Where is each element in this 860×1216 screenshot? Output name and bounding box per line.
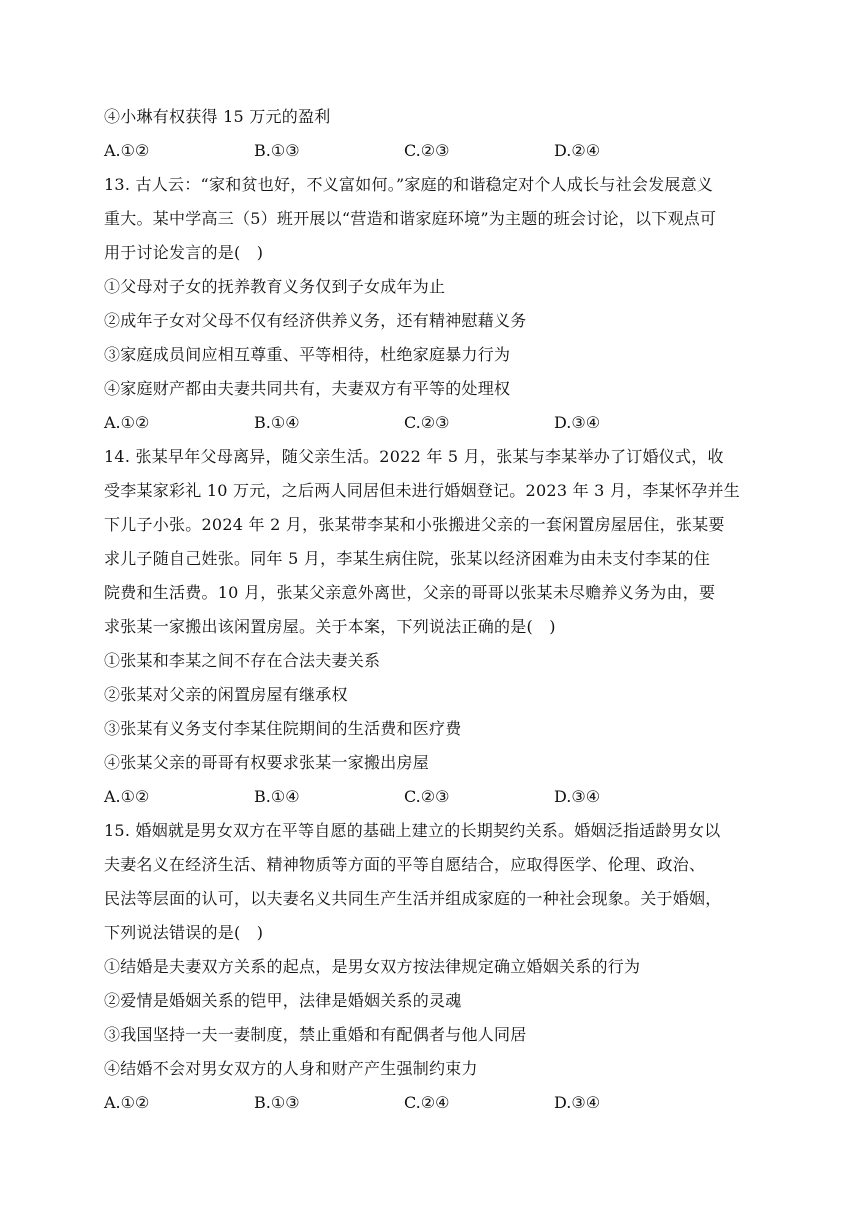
q15-option-c: C.②④	[404, 1093, 450, 1112]
q14-stem-line-4: 求儿子随自己姓张。同年 5 月，李某生病住院，张某以经济困难为由未支付李某的住	[104, 549, 711, 568]
q15-stem-line-4: 下列说法错误的是( )	[104, 923, 264, 942]
q13-item-4: ④家庭财产都由夫妻共同共有，夫妻双方有平等的处理权	[104, 379, 511, 398]
q15-option-d: D.③④	[554, 1093, 601, 1112]
q14-stem-line-3: 下儿子小张。2024 年 2 月，张某带李某和小张搬进父亲的一套闲置房屋居住，张某要	[104, 515, 725, 534]
q13-option-a: A.①②	[104, 413, 150, 432]
q14-stem-line-2: 受李某家彩礼 10 万元，之后两人同居但未进行婚姻登记。2023 年 3 月，李某怀孕并生	[104, 481, 740, 500]
q13-option-b: B.①④	[254, 413, 300, 432]
q15-item-4: ④结婚不会对男女双方的人身和财产产生强制约束力	[104, 1059, 478, 1078]
q14-item-4: ④张某父亲的哥哥有权要求张某一家搬出房屋	[104, 753, 430, 772]
q14-item-2: ②张某对父亲的闲置房屋有继承权	[104, 685, 348, 704]
q14-option-a: A.①②	[104, 787, 150, 806]
q15-item-1: ①结婚是夫妻双方关系的起点，是男女双方按法律规定确立婚姻关系的行为	[104, 957, 641, 976]
q13-item-1: ①父母对子女的抚养教育义务仅到子女成年为止	[104, 277, 446, 296]
page-content	[104, 100, 760, 1120]
q15-stem-line-2: 夫妻名义在经济生活、精神物质等方面的平等自愿结合，应取得医学、伦理、政治、	[104, 855, 706, 874]
q14-stem-line-1: 14. 张某早年父母离异，随父亲生活。2022 年 5 月，张某与李某举办了订婚仪式，收	[104, 447, 724, 466]
q15-stem-line-1: 15. 婚姻就是男女双方在平等自愿的基础上建立的长期契约关系。婚姻泛指适龄男女以	[104, 821, 721, 840]
q13-stem-line-3: 用于讨论发言的是( )	[104, 243, 264, 262]
q12-options	[104, 134, 760, 168]
q12-item-4: ④小琳有权获得 15 万元的盈利	[104, 107, 331, 126]
q14-item-1: ①张某和李某之间不存在合法夫妻关系	[104, 651, 381, 670]
q13-option-c: C.②③	[404, 413, 450, 432]
q14-stem-line-5: 院费和生活费。10 月，张某父亲意外离世，父亲的哥哥以张某未尽赡养义务为由，要	[104, 583, 716, 602]
q12-option-c: C.②③	[404, 141, 450, 160]
q13-option-d: D.③④	[554, 413, 601, 432]
q12-option-d: D.②④	[554, 141, 601, 160]
q13-item-2: ②成年子女对父母不仅有经济供养义务，还有精神慰藉义务	[104, 311, 527, 330]
q14-options	[104, 780, 760, 814]
q14-item-3: ③张某有义务支付李某住院期间的生活费和医疗费	[104, 719, 462, 738]
q15-stem-line-3: 民法等层面的认可，以夫妻名义共同生产生活并组成家庭的一种社会现象。关于婚姻，	[104, 889, 722, 908]
q14-option-c: C.②③	[404, 787, 450, 806]
q14-stem-line-6: 求张某一家搬出该闲置房屋。关于本案，下列说法正确的是( )	[104, 617, 556, 636]
q12-option-b: B.①③	[254, 141, 300, 160]
q15-option-a: A.①②	[104, 1093, 150, 1112]
q13-stem-line-1: 13. 古人云：“家和贫也好，不义富如何。”家庭的和谐稳定对个人成长与社会发展意义	[104, 175, 714, 194]
q13-item-3: ③家庭成员间应相互尊重、平等相待，杜绝家庭暴力行为	[104, 345, 511, 364]
q15-item-2: ②爱情是婚姻关系的铠甲，法律是婚姻关系的灵魂	[104, 991, 462, 1010]
q13-stem-line-2: 重大。某中学高三（5）班开展以“营造和谐家庭环境”为主题的班会讨论，以下观点可	[104, 209, 717, 228]
q13-options	[104, 406, 760, 440]
q15-item-3: ③我国坚持一夫一妻制度，禁止重婚和有配偶者与他人同居	[104, 1025, 527, 1044]
q15-option-b: B.①③	[254, 1093, 300, 1112]
q12-option-a: A.①②	[104, 141, 150, 160]
q14-option-d: D.③④	[554, 787, 601, 806]
q14-option-b: B.①④	[254, 787, 300, 806]
q15-options	[104, 1086, 760, 1120]
